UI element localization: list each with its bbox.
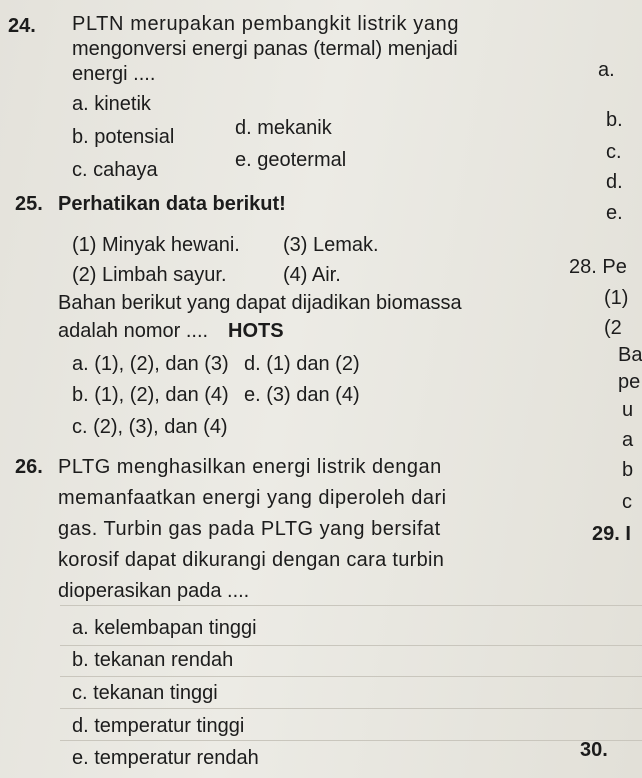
right-col-fragment: c <box>622 491 632 513</box>
right-col-fragment: (2 <box>604 317 622 339</box>
q25-option-d: d. (1) dan (2) <box>244 353 360 375</box>
right-col-letter-d: d. <box>606 171 623 193</box>
q24-option-a: a. kinetik <box>72 93 151 115</box>
q25-option-e: e. (3) dan (4) <box>244 384 360 406</box>
q25-item-2: (2) Limbah sayur. <box>72 264 227 286</box>
q26-stem-line-2: memanfaatkan energi yang diperoleh dari <box>58 487 447 509</box>
q29-number: 29. I <box>592 523 631 545</box>
q25-option-b: b. (1), (2), dan (4) <box>72 384 229 406</box>
ruled-line <box>60 740 642 741</box>
ruled-line <box>60 676 642 677</box>
q24-stem-line-1: PLTN merupakan pembangkit listrik yang <box>72 13 460 35</box>
q30-number: 30. <box>580 739 608 761</box>
q26-stem-line-3: gas. Turbin gas pada PLTG yang bersifat <box>58 518 441 540</box>
q25-question-line-2: adalah nomor .... <box>58 320 209 342</box>
q26-option-b: b. tekanan rendah <box>72 649 234 671</box>
q24-option-e: e. geotermal <box>235 149 347 171</box>
q26-option-e: e. temperatur rendah <box>72 747 259 769</box>
q26-option-c: c. tekanan tinggi <box>72 682 218 704</box>
right-col-fragment: a <box>622 429 634 451</box>
right-col-letter-b: b. <box>606 109 623 131</box>
q25-item-3: (3) Lemak. <box>283 234 379 256</box>
ruled-line <box>60 708 642 709</box>
q25-item-4: (4) Air. <box>283 264 341 286</box>
q24-stem-line-3: energi .... <box>72 63 156 85</box>
ruled-line <box>60 645 642 646</box>
q25-item-1: (1) Minyak hewani. <box>72 234 240 256</box>
q25-question-line-1: Bahan berikut yang dapat dijadikan biomassa <box>58 292 462 314</box>
q24-stem-line-2: mengonversi energi panas (termal) menjadi <box>72 38 458 60</box>
q24-option-c: c. cahaya <box>72 159 158 181</box>
ruled-line <box>60 605 642 606</box>
q25-hots-tag: HOTS <box>228 320 284 342</box>
q24-option-b: b. potensial <box>72 126 175 148</box>
q25-option-a: a. (1), (2), dan (3) <box>72 353 229 375</box>
q26-stem-line-5: dioperasikan pada .... <box>58 580 250 602</box>
q25-option-c: c. (2), (3), dan (4) <box>72 416 228 438</box>
right-col-letter-c: c. <box>606 141 622 163</box>
q26-stem-line-4: korosif dapat dikurangi dengan cara turbin <box>58 549 445 571</box>
right-col-fragment: (1) <box>604 287 629 309</box>
q26-option-a: a. kelembapan tinggi <box>72 617 257 639</box>
q24-number: 24. <box>8 15 36 37</box>
q24-option-d: d. mekanik <box>235 117 332 139</box>
right-col-fragment: b <box>622 459 634 481</box>
q25-number: 25. <box>15 193 43 215</box>
q25-stem: Perhatikan data berikut! <box>58 193 286 215</box>
right-col-fragment: Ba <box>618 344 642 366</box>
q26-option-d: d. temperatur tinggi <box>72 715 245 737</box>
q26-number: 26. <box>15 456 43 478</box>
right-col-fragment: pe <box>618 371 641 393</box>
right-col-fragment: u <box>622 399 634 421</box>
q26-stem-line-1: PLTG menghasilkan energi listrik dengan <box>58 456 442 478</box>
right-col-letter-a: a. <box>598 59 615 81</box>
right-col-letter-e: e. <box>606 202 623 224</box>
q28-number: 28. Pe <box>569 256 627 278</box>
